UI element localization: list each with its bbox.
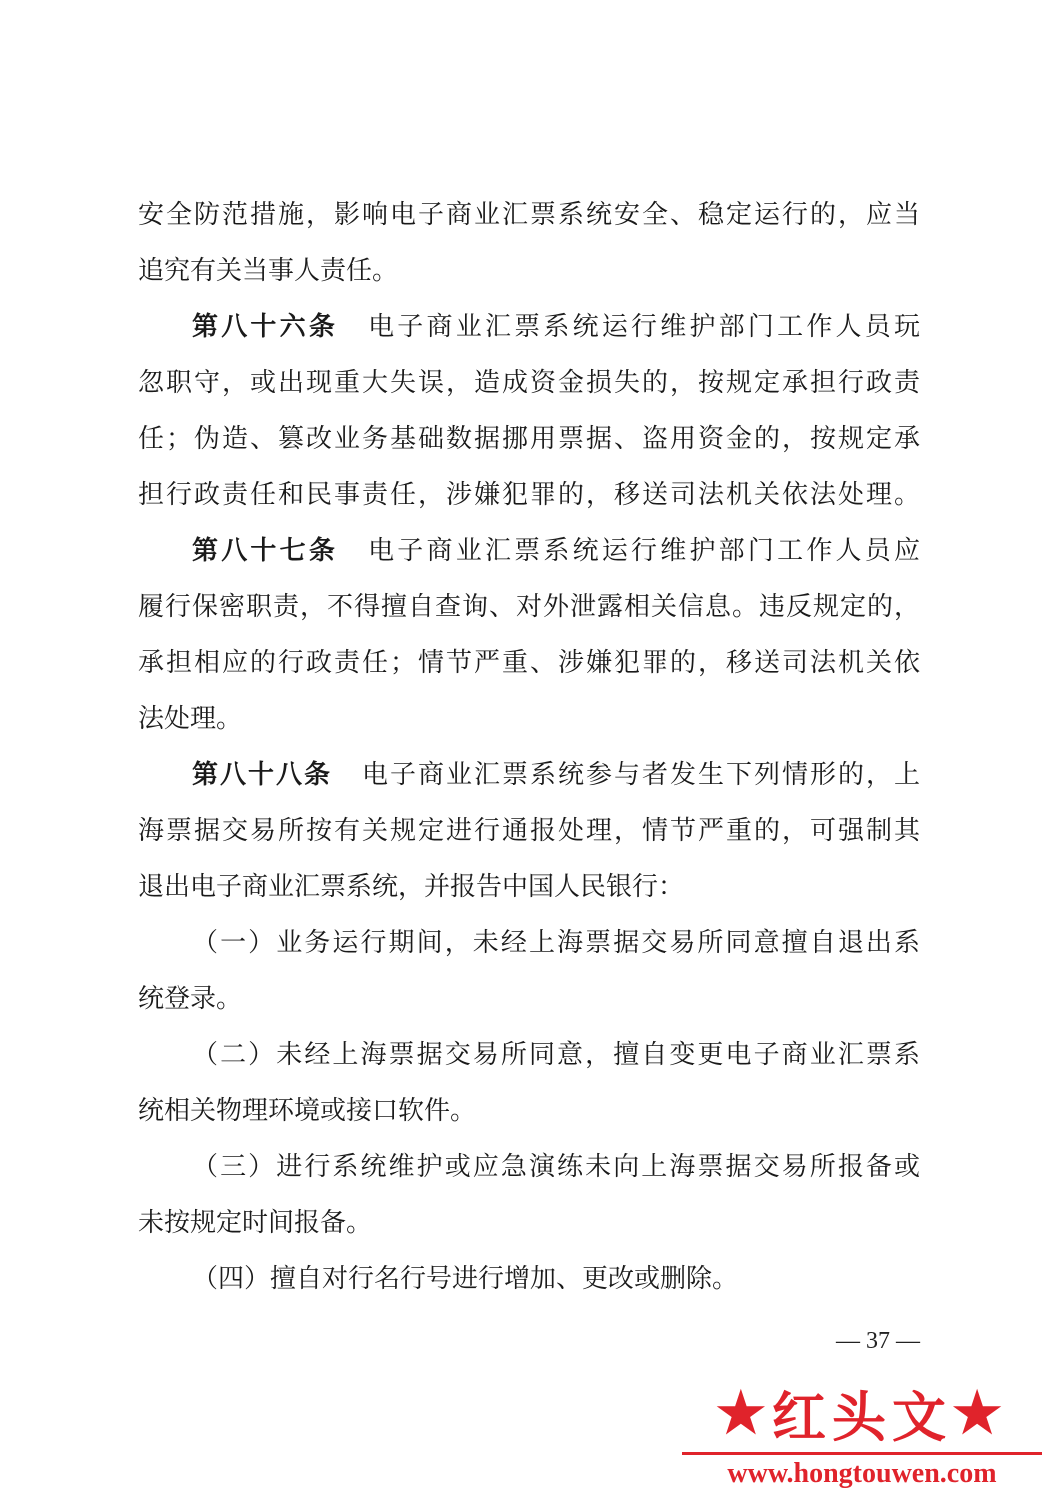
watermark-url: www.hongtouwen.com	[727, 1458, 997, 1489]
text-line: 海票据交易所按有关规定进行通报处理，情节严重的，可强制其	[138, 816, 920, 846]
article-88-text: 电子商业汇票系统参与者发生下列情形的，上	[362, 760, 920, 790]
watermark	[672, 1378, 1052, 1490]
text-line: 安全防范措施，影响电子商业汇票系统安全、稳定运行的，应当	[138, 200, 920, 230]
watermark-title	[672, 1378, 1052, 1448]
text-line: 追究有关当事人责任。	[138, 256, 399, 286]
list-item-1: （一）业务运行期间，未经上海票据交易所同意擅自退出系	[192, 928, 920, 958]
watermark-title-text: 红头文	[772, 1384, 952, 1449]
page-number: — 37 —	[836, 1328, 920, 1354]
star-icon: ★	[952, 1380, 1009, 1446]
article-87-first-line	[192, 536, 920, 566]
text-line: 忽职守，或出现重大失误，造成资金损失的，按规定承担行政责	[138, 368, 920, 398]
text-line: 法处理。	[138, 704, 243, 734]
text-line: 统登录。	[138, 984, 243, 1014]
list-item-3: （三）进行系统维护或应急演练未向上海票据交易所报备或	[192, 1152, 920, 1182]
star-icon: ★	[715, 1380, 772, 1446]
list-item-4: （四）擅自对行名行号进行增加、更改或删除。	[192, 1264, 739, 1294]
article-87-text: 电子商业汇票系统运行维护部门工作人员应	[368, 536, 920, 566]
text-line: 履行保密职责，不得擅自查询、对外泄露相关信息。违反规定的，	[138, 592, 920, 622]
article-86-label: 第八十六条	[192, 312, 339, 342]
article-88-first-line	[192, 760, 920, 790]
article-88-label: 第八十八条	[192, 760, 332, 790]
article-86-first-line	[192, 312, 920, 342]
text-line: 担行政责任和民事责任，涉嫌犯罪的，移送司法机关依法处理。	[138, 480, 920, 510]
text-line: 任；伪造、篡改业务基础数据挪用票据、盗用资金的，按规定承	[138, 424, 920, 454]
article-87-label: 第八十七条	[192, 536, 339, 566]
text-line: 统相关物理环境或接口软件。	[138, 1096, 477, 1126]
article-86-text: 电子商业汇票系统运行维护部门工作人员玩	[368, 312, 920, 342]
list-item-2: （二）未经上海票据交易所同意，擅自变更电子商业汇票系	[192, 1040, 920, 1070]
text-line: 承担相应的行政责任；情节严重、涉嫌犯罪的，移送司法机关依	[138, 648, 920, 678]
watermark-divider	[682, 1452, 1042, 1455]
text-line: 未按规定时间报备。	[138, 1208, 373, 1238]
text-line: 退出电子商业汇票系统，并报告中国人民银行：	[138, 872, 685, 902]
